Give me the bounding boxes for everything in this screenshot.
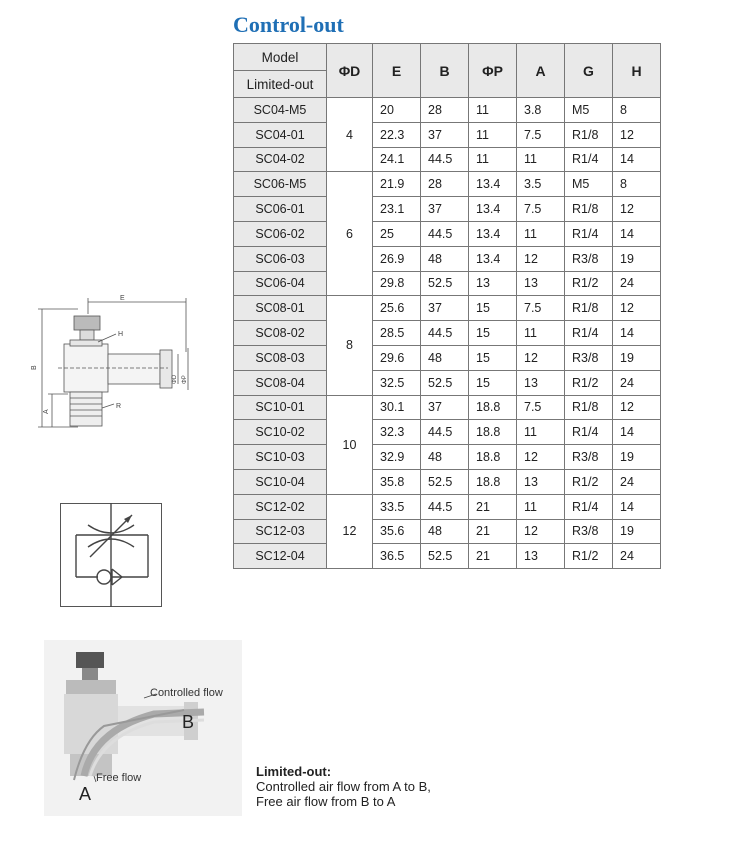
cell-h: 14: [613, 420, 661, 445]
table-row: [234, 395, 661, 420]
page-title: Control-out: [233, 12, 344, 37]
table-row: [234, 296, 661, 321]
cell-a: 7.5: [517, 395, 565, 420]
cell-a: 13: [517, 469, 565, 494]
model-cell: SC06-02: [234, 221, 327, 246]
cell-a: 11: [517, 494, 565, 519]
table-row: [234, 271, 661, 296]
note-line-2: Free air flow from B to A: [256, 794, 396, 809]
table-row: [234, 519, 661, 544]
cell-g: R1/8: [565, 395, 613, 420]
cell-b: 37: [421, 122, 469, 147]
cell-g: R1/2: [565, 370, 613, 395]
model-cell: SC12-04: [234, 544, 327, 569]
cell-p: 18.8: [469, 395, 517, 420]
cell-a: 13: [517, 271, 565, 296]
model-cell: SC12-02: [234, 494, 327, 519]
note-line-1: Controlled air flow from A to B,: [256, 779, 431, 794]
free-flow-label: Free flow: [96, 772, 142, 784]
dim-label-p: ΦP: [182, 375, 188, 384]
cell-b: 37: [421, 395, 469, 420]
dim-label-a: A: [43, 409, 50, 414]
cell-h: 19: [613, 246, 661, 271]
cell-p: 11: [469, 122, 517, 147]
cell-h: 24: [613, 271, 661, 296]
model-cell: SC10-02: [234, 420, 327, 445]
table-row: [234, 370, 661, 395]
header-col: E: [373, 44, 421, 98]
dim-label-e: E: [120, 295, 125, 302]
cell-a: 7.5: [517, 197, 565, 222]
model-cell: SC06-01: [234, 197, 327, 222]
model-cell: SC06-03: [234, 246, 327, 271]
port-a-label: A: [79, 784, 92, 804]
cell-b: 52.5: [421, 544, 469, 569]
cell-a: 12: [517, 345, 565, 370]
dimension-drawing: [28, 292, 198, 432]
limited-out-note: [256, 764, 431, 809]
cell-h: 12: [613, 395, 661, 420]
cell-p: 21: [469, 519, 517, 544]
model-cell: SC06-M5: [234, 172, 327, 197]
dim-label-r: R: [116, 403, 122, 410]
cell-p: 13.4: [469, 172, 517, 197]
cell-p: 15: [469, 345, 517, 370]
table-row: [234, 197, 661, 222]
cell-h: 8: [613, 98, 661, 123]
cell-p: 11: [469, 98, 517, 123]
header-col: G: [565, 44, 613, 98]
cell-h: 14: [613, 494, 661, 519]
header-limited-out: Limited-out: [234, 71, 327, 98]
cell-h: 19: [613, 519, 661, 544]
cell-g: R3/8: [565, 445, 613, 470]
cell-g: R1/2: [565, 469, 613, 494]
table-row: [234, 172, 661, 197]
cell-g: R1/2: [565, 544, 613, 569]
cell-g: R3/8: [565, 246, 613, 271]
header-col: H: [613, 44, 661, 98]
cell-e: 23.1: [373, 197, 421, 222]
cell-e: 36.5: [373, 544, 421, 569]
header-col: A: [517, 44, 565, 98]
cell-h: 12: [613, 296, 661, 321]
cell-e: 24.1: [373, 147, 421, 172]
cell-e: 20: [373, 98, 421, 123]
cell-b: 28: [421, 172, 469, 197]
cell-e: 32.3: [373, 420, 421, 445]
cell-h: 14: [613, 147, 661, 172]
cell-h: 12: [613, 197, 661, 222]
cell-e: 33.5: [373, 494, 421, 519]
cell-h: 14: [613, 221, 661, 246]
cell-h: 19: [613, 345, 661, 370]
cell-b: 44.5: [421, 420, 469, 445]
cell-g: R1/4: [565, 221, 613, 246]
cell-e: 29.6: [373, 345, 421, 370]
table-row: [234, 122, 661, 147]
model-cell: SC04-02: [234, 147, 327, 172]
cell-g: M5: [565, 172, 613, 197]
cell-g: R3/8: [565, 345, 613, 370]
cell-p: 18.8: [469, 445, 517, 470]
tube-diameter-cell: 12: [327, 494, 373, 568]
model-cell: SC10-04: [234, 469, 327, 494]
table-body: [234, 98, 661, 569]
cell-b: 44.5: [421, 147, 469, 172]
tube-diameter-cell: 6: [327, 172, 373, 296]
cell-g: M5: [565, 98, 613, 123]
tube-diameter-cell: 8: [327, 296, 373, 395]
cell-p: 15: [469, 321, 517, 346]
cell-e: 30.1: [373, 395, 421, 420]
cell-g: R1/4: [565, 420, 613, 445]
table-row: [234, 345, 661, 370]
cell-a: 7.5: [517, 122, 565, 147]
cell-a: 3.5: [517, 172, 565, 197]
header-col: B: [421, 44, 469, 98]
cell-p: 13.4: [469, 246, 517, 271]
cell-g: R1/4: [565, 494, 613, 519]
cell-a: 7.5: [517, 296, 565, 321]
note-heading: Limited-out:: [256, 764, 332, 779]
cell-g: R1/4: [565, 147, 613, 172]
model-cell: SC04-01: [234, 122, 327, 147]
cell-p: 21: [469, 544, 517, 569]
cell-p: 13.4: [469, 197, 517, 222]
cell-a: 12: [517, 445, 565, 470]
cell-b: 37: [421, 296, 469, 321]
cell-e: 32.5: [373, 370, 421, 395]
cell-a: 12: [517, 246, 565, 271]
controlled-flow-label: Controlled flow: [150, 687, 223, 699]
cell-e: 35.8: [373, 469, 421, 494]
cell-h: 8: [613, 172, 661, 197]
product-photo: [44, 640, 242, 816]
cell-a: 11: [517, 321, 565, 346]
spec-table: [233, 43, 661, 569]
cell-h: 12: [613, 122, 661, 147]
header-model: Model: [234, 44, 327, 71]
table-row: [234, 221, 661, 246]
tube-diameter-cell: 4: [327, 98, 373, 172]
dim-label-h: H: [118, 331, 124, 338]
cell-a: 12: [517, 519, 565, 544]
table-row: [234, 321, 661, 346]
model-cell: SC10-03: [234, 445, 327, 470]
table-row: [234, 544, 661, 569]
model-cell: SC10-01: [234, 395, 327, 420]
table-row: [234, 98, 661, 123]
model-cell: SC06-04: [234, 271, 327, 296]
dim-label-b: B: [31, 365, 38, 370]
cell-h: 24: [613, 469, 661, 494]
table-row: [234, 445, 661, 470]
cell-b: 44.5: [421, 321, 469, 346]
cell-e: 21.9: [373, 172, 421, 197]
cell-p: 15: [469, 370, 517, 395]
cell-h: 24: [613, 544, 661, 569]
cell-g: R1/2: [565, 271, 613, 296]
cell-b: 48: [421, 345, 469, 370]
cell-e: 25: [373, 221, 421, 246]
cell-p: 15: [469, 296, 517, 321]
cell-e: 22.3: [373, 122, 421, 147]
cell-e: 32.9: [373, 445, 421, 470]
cell-h: 14: [613, 321, 661, 346]
model-cell: SC08-01: [234, 296, 327, 321]
model-cell: SC08-03: [234, 345, 327, 370]
cell-b: 37: [421, 197, 469, 222]
cell-g: R1/8: [565, 122, 613, 147]
cell-b: 52.5: [421, 469, 469, 494]
model-cell: SC12-03: [234, 519, 327, 544]
table-row: [234, 246, 661, 271]
cell-b: 28: [421, 98, 469, 123]
port-b-label: B: [182, 712, 195, 732]
cell-g: R1/4: [565, 321, 613, 346]
cell-p: 18.8: [469, 469, 517, 494]
table-row: [234, 420, 661, 445]
cell-a: 11: [517, 221, 565, 246]
cell-p: 21: [469, 494, 517, 519]
header-col: ΦP: [469, 44, 517, 98]
cell-p: 18.8: [469, 420, 517, 445]
cell-p: 13.4: [469, 221, 517, 246]
cell-p: 11: [469, 147, 517, 172]
cell-a: 13: [517, 370, 565, 395]
model-cell: SC04-M5: [234, 98, 327, 123]
cell-g: R1/8: [565, 197, 613, 222]
cell-b: 48: [421, 519, 469, 544]
cell-e: 26.9: [373, 246, 421, 271]
pneumatic-symbol: [60, 503, 162, 607]
tube-diameter-cell: 10: [327, 395, 373, 494]
cell-e: 35.6: [373, 519, 421, 544]
cell-a: 11: [517, 147, 565, 172]
cell-e: 29.8: [373, 271, 421, 296]
cell-g: R1/8: [565, 296, 613, 321]
cell-h: 24: [613, 370, 661, 395]
table-row: [234, 494, 661, 519]
model-cell: SC08-02: [234, 321, 327, 346]
cell-e: 25.6: [373, 296, 421, 321]
cell-p: 13: [469, 271, 517, 296]
cell-b: 48: [421, 445, 469, 470]
table-row: [234, 147, 661, 172]
header-col: ΦD: [327, 44, 373, 98]
table-row: [234, 469, 661, 494]
cell-e: 28.5: [373, 321, 421, 346]
cell-b: 48: [421, 246, 469, 271]
cell-b: 52.5: [421, 271, 469, 296]
cell-a: 3.8: [517, 98, 565, 123]
cell-b: 44.5: [421, 494, 469, 519]
cell-b: 44.5: [421, 221, 469, 246]
cell-a: 13: [517, 544, 565, 569]
cell-a: 11: [517, 420, 565, 445]
model-cell: SC08-04: [234, 370, 327, 395]
dim-label-d: ΦD: [172, 374, 178, 384]
cell-h: 19: [613, 445, 661, 470]
cell-g: R3/8: [565, 519, 613, 544]
cell-b: 52.5: [421, 370, 469, 395]
